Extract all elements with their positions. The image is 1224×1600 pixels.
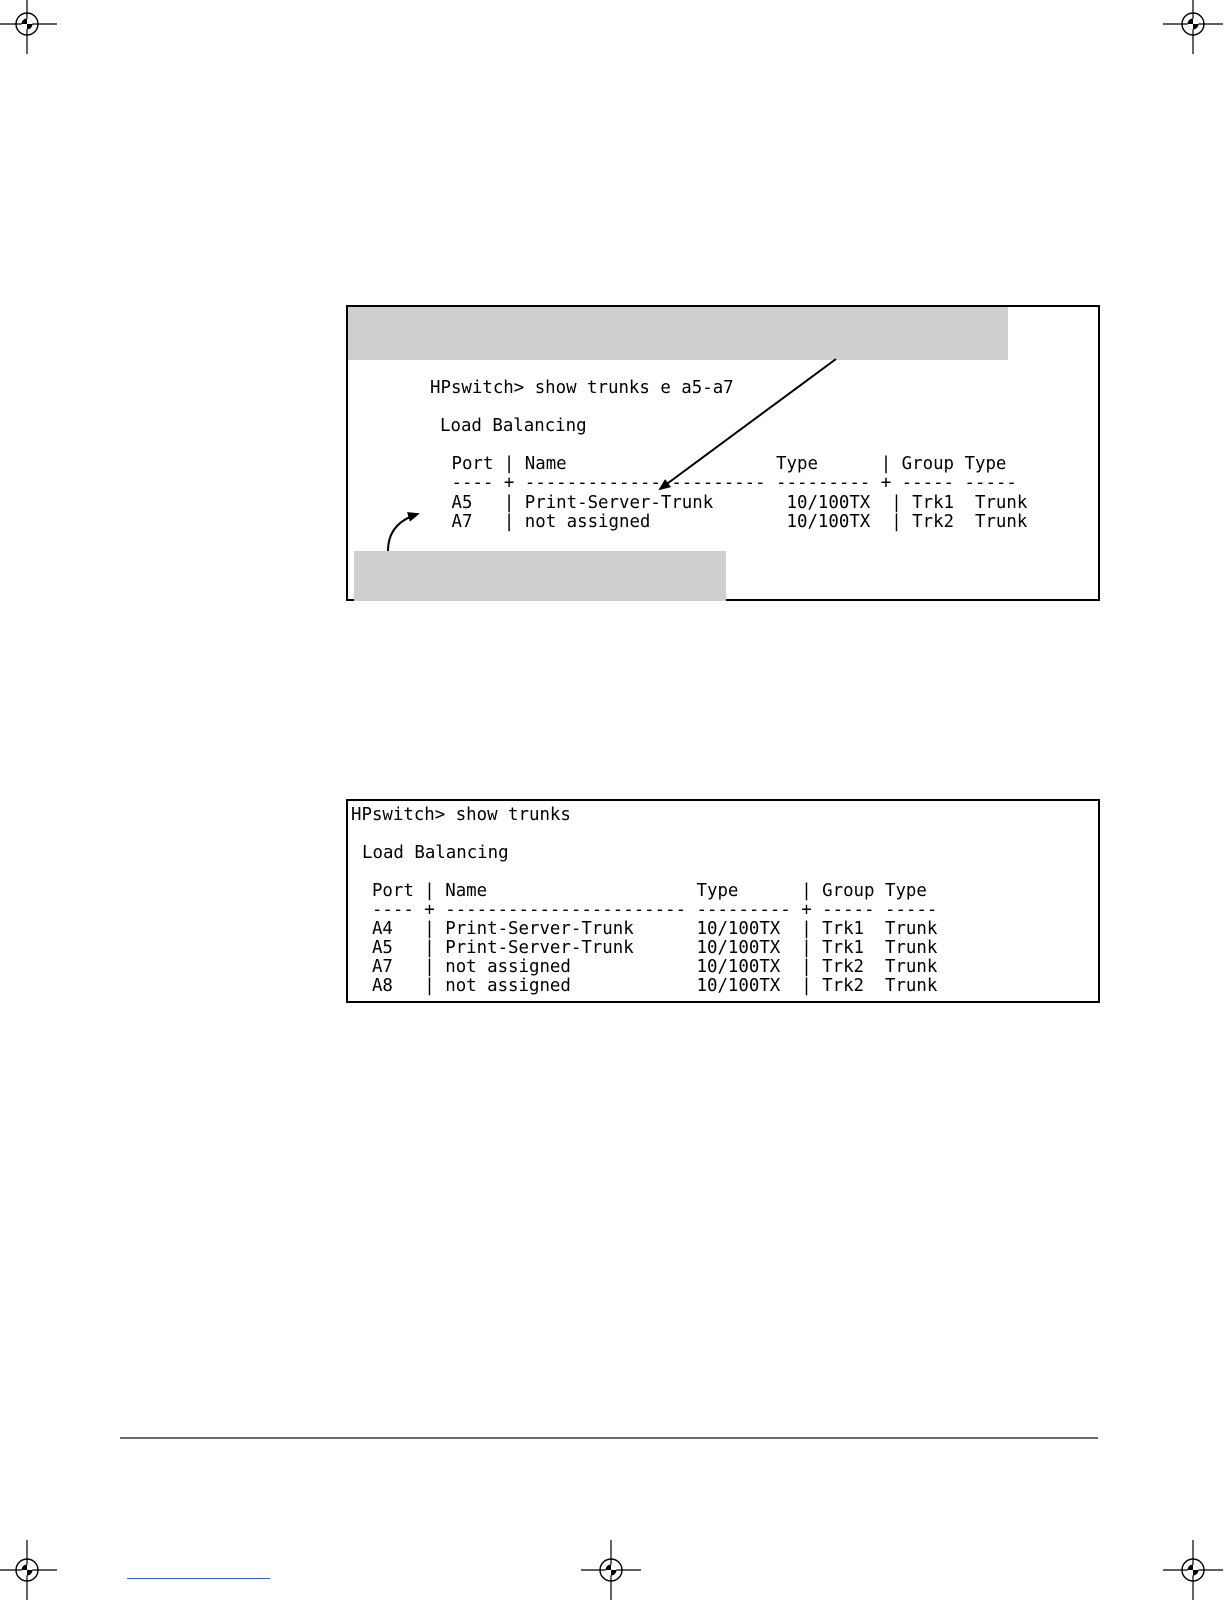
registration-mark-top-left-icon (0, 0, 57, 54)
command-line: HPswitch> show trunks e a5-a7 (430, 378, 734, 398)
arrow-to-port-rows (388, 514, 418, 551)
terminal-figure-2 (346, 799, 1100, 1003)
section-title: Load Balancing (362, 843, 509, 863)
registration-mark-top-right-icon (1163, 0, 1223, 54)
table-row: A8 | not assigned 10/100TX | Trk2 Trunk (351, 976, 938, 996)
section-title: Load Balancing (440, 416, 587, 436)
callout-arrows (348, 307, 1102, 603)
table-separator: ---- + ----------------------- --------- + ----- ----- (441, 473, 1017, 493)
registration-mark-bottom-left-icon (0, 1540, 57, 1600)
table-row: A7 | not assigned 10/100TX | Trk2 Trunk (351, 957, 938, 977)
terminal-figure-1 (346, 305, 1100, 601)
footer-link-underline (127, 1578, 270, 1579)
table-row: A4 | Print-Server-Trunk 10/100TX | Trk1 Trunk (351, 919, 938, 939)
arrow-to-name-column (660, 359, 836, 489)
table-row: A5 | Print-Server-Trunk 10/100TX | Trk1 Trunk (441, 493, 1028, 513)
table-header: Port | Name Type | Group Type (441, 454, 1007, 474)
registration-mark-bottom-right-icon (1163, 1540, 1223, 1600)
footer-rule (120, 1437, 1098, 1439)
table-header: Port | Name Type | Group Type (351, 881, 927, 901)
table-row: A7 | not assigned 10/100TX | Trk2 Trunk (441, 512, 1028, 532)
table-separator: ---- + ----------------------- --------- + ----- ----- (351, 900, 938, 920)
command-line: HPswitch> show trunks (351, 805, 571, 825)
table-row: A5 | Print-Server-Trunk 10/100TX | Trk1 Trunk (351, 938, 938, 958)
registration-mark-bottom-center-icon (581, 1540, 641, 1600)
